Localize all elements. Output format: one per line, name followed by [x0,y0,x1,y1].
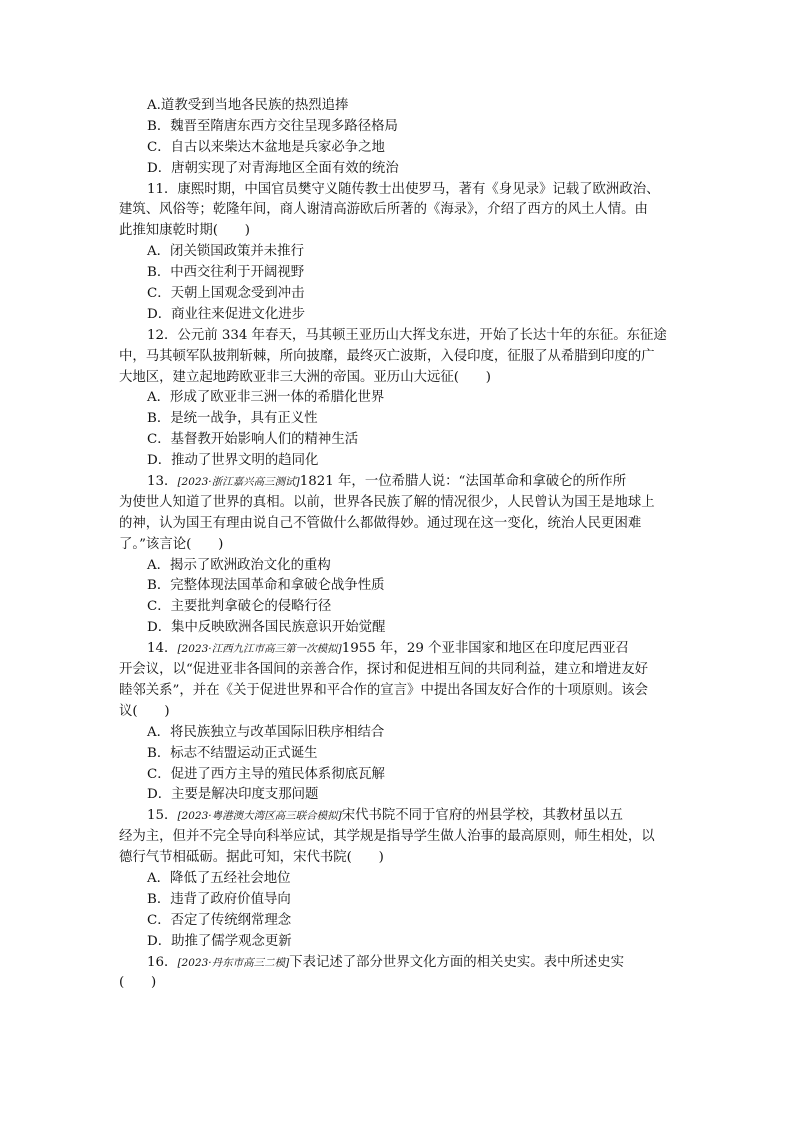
q11-stem-line-1: 11．康熙时期，中国官员樊守义随传教士出使罗马，著有《身见录》记载了欧洲政治、 [147,181,660,197]
q14-stem-line-4: 议( ) [119,703,170,719]
q13-option-d: D．集中反映欧洲各国民族意识开始觉醒 [147,620,386,636]
q15-option-b: B．违背了政府价值导向 [147,891,291,907]
q15-option-c: C．否定了传统纲常理念 [147,912,292,928]
q12-option-d: D．推动了世界文明的趋同化 [147,453,319,469]
q10-option-d: D．唐朝实现了对青海地区全面有效的统治 [147,160,399,176]
q13-stem-line-4: 了。”该言论( ) [119,536,224,552]
q14-source-tag: [2023·江西九江市高三第一次模拟] [177,643,342,656]
q15-number: 15． [147,808,178,824]
q16-stem-line-1 [119,953,679,974]
q13-source-tag: [2023·浙江嘉兴高三测试] [177,476,300,489]
q13-stem-line-3: 的神，认为国王有理由说自己不管做什么都做得妙。通过现在这一变化，统治人民更困难 [119,515,642,531]
q15-stem-line-3: 德行气节相砥砺。据此可知，宋代书院( ) [119,850,384,866]
q15-stem-line-1 [119,806,679,827]
q10-option-c: C．自古以来柴达木盆地是兵家必争之地 [147,139,385,155]
q14-option-a: A．将民族独立与改革国际旧秩序相结合 [147,724,385,740]
q11-option-b: B．中西交往利于开阔视野 [147,265,305,281]
exam-page [119,96,679,994]
q13-option-a: A．揭示了欧洲政治文化的重构 [147,557,331,573]
q12-stem-line-2: 中，马其顿军队披荆斩棘，所向披靡，最终灭亡波斯，入侵印度，征服了从希腊到印度的广 [119,348,655,364]
q11-stem-line-3: 此推知康乾时期( ) [119,223,250,239]
q16-number: 16． [147,954,178,970]
q14-option-b: B．标志不结盟运动正式诞生 [147,745,318,761]
q12-option-c: C．基督教开始影响人们的精神生活 [147,432,359,448]
q13-stem-text: 1821 年，一位希腊人说：“法国革命和拿破仑的所作所 [299,474,627,490]
q12-stem-line-1: 12．公元前 334 年春天，马其顿王亚历山大挥戈东进，开始了长达十年的东征。东征途 [147,327,667,343]
q15-stem-text: 宋代书院不同于官府的州县学校，其教材虽以五 [341,808,623,824]
q13-option-c: C．主要批判拿破仑的侵略行径 [147,599,332,615]
q10-option-b: B．魏晋至隋唐东西方交往呈现多路径格局 [147,118,398,134]
q13-option-b: B．完整体现法国革命和拿破仑战争性质 [147,578,385,594]
q15-option-a: A．降低了五经社会地位 [147,870,291,886]
q12-stem-line-3: 大地区，建立起地跨欧亚非三大洲的帝国。亚历山大远征( ) [119,369,491,385]
q14-number: 14． [147,641,178,657]
q15-source-tag: [2023·粤港澳大湾区高三联合模拟] [177,810,342,823]
q14-stem-line-1 [119,639,679,660]
q14-stem-line-3: 睦邻关系”，并在《关于促进世界和平合作的宣言》中提出各国友好合作的十项原则。该会 [119,682,649,698]
q15-stem-line-2: 经为主，但并不完全导向科举应试，其学规是指导学生做人治事的最高原则，师生相处，以 [119,829,655,845]
q14-stem-text: 1955 年，29 个亚非国家和地区在印度尼西亚召 [341,641,629,657]
q11-option-c: C．天朝上国观念受到冲击 [147,286,305,302]
q15-option-d: D．助推了儒学观念更新 [147,933,292,949]
q13-stem-line-2: 为使世人知道了世界的真相。以前，世界各民族了解的情况很少，人民曾认为国王是地球上 [119,494,655,510]
q16-stem-line-2: ( ) [119,975,157,991]
q10-option-a: A.道教受到当地各民族的热烈追捧 [147,98,349,113]
q14-option-c: C．促进了西方主导的殖民体系彻底瓦解 [147,766,385,782]
q14-stem-line-2: 开会议，以“促进亚非各国间的亲善合作，探讨和促进相互间的共同利益，建立和增进友好 [119,662,649,678]
q12-option-b: B．是统一战争，具有正义性 [147,411,318,427]
q11-stem-line-2: 建筑、风俗等；乾隆年间，商人谢清高游欧后所著的《海录》，介绍了西方的风土人情。由 [119,202,648,218]
q16-stem-text: 下表记述了部分世界文化方面的相关史实。表中所述史实 [289,954,624,970]
q11-option-a: A．闭关锁国政策并未推行 [147,244,304,260]
q16-source-tag: [2023·丹东市高三二模] [177,956,290,969]
q14-option-d: D．主要是解决印度支那问题 [147,787,319,803]
q13-stem-line-1 [119,472,679,493]
q13-number: 13． [147,474,178,490]
q12-option-a: A．形成了欧亚非三洲一体的希腊化世界 [147,390,385,406]
q11-option-d: D．商业往来促进文化进步 [147,306,306,322]
